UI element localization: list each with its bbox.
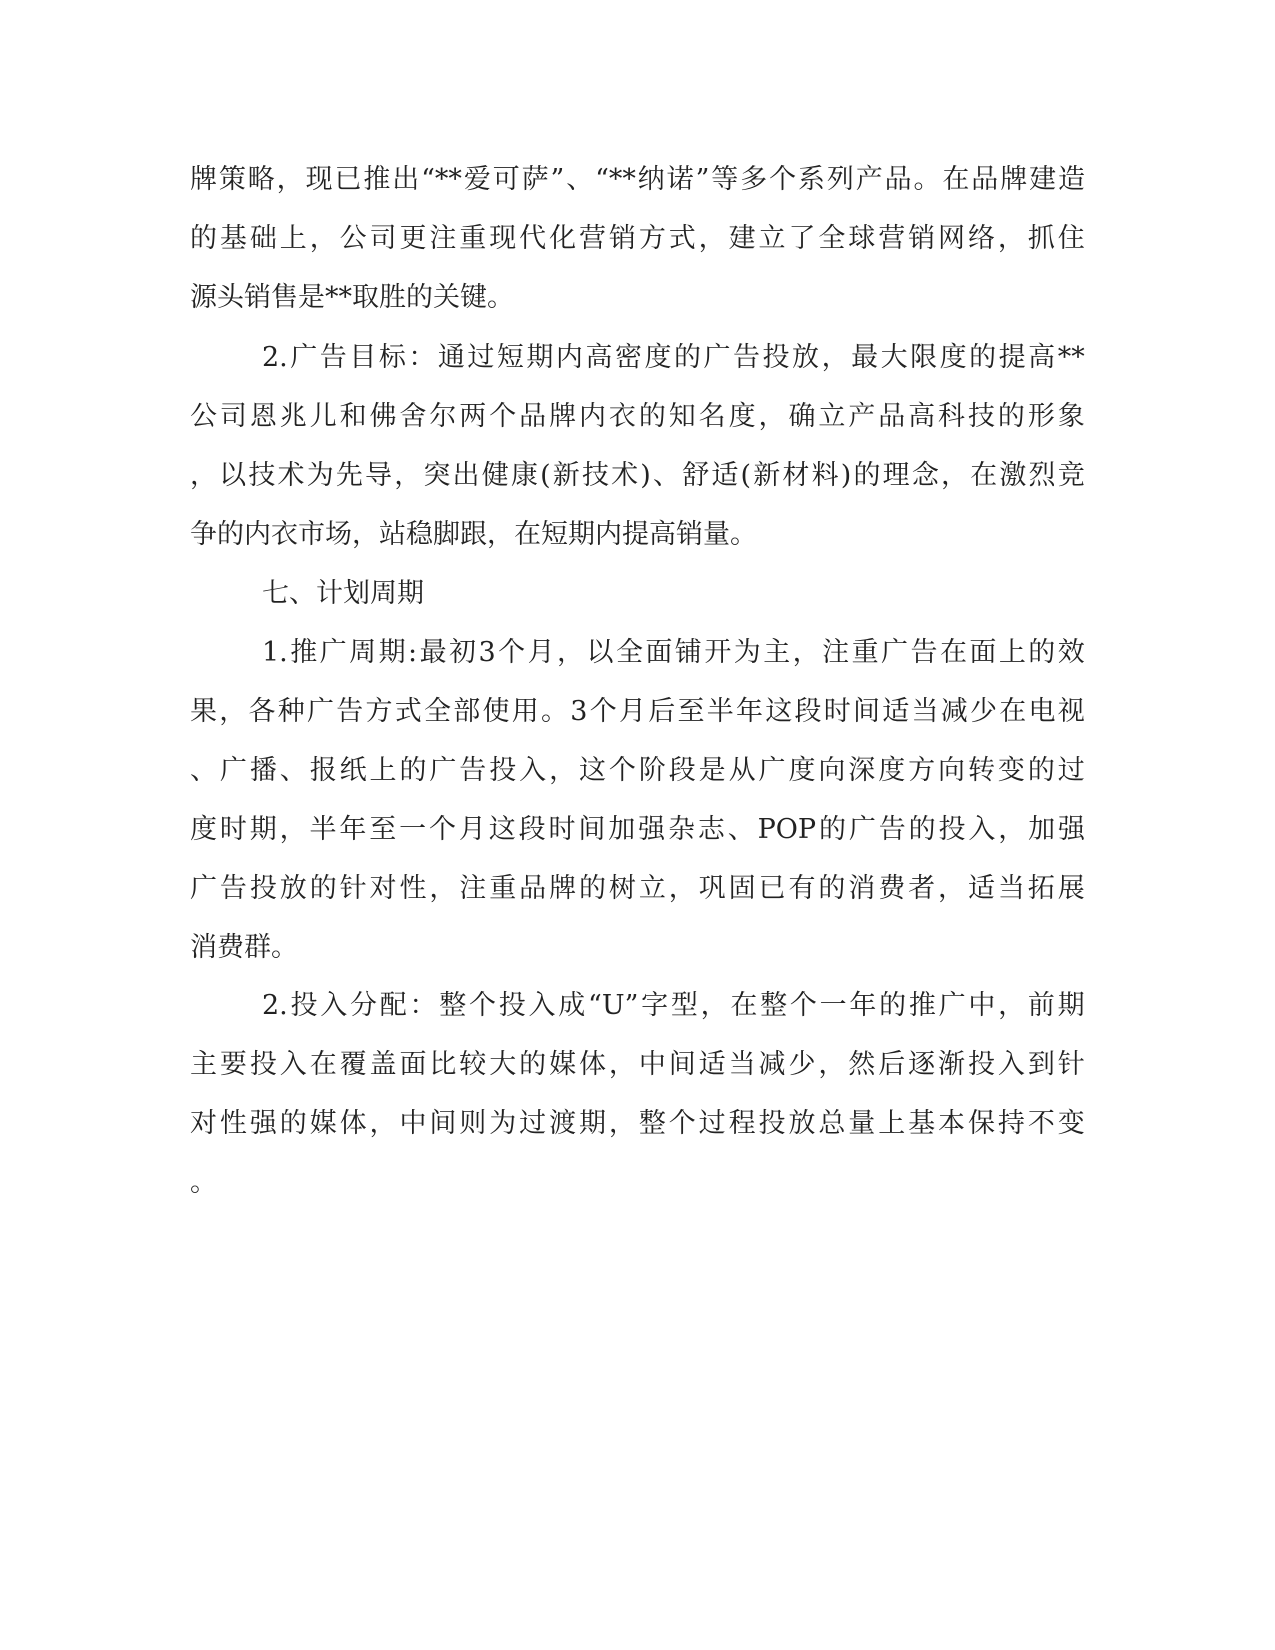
text-line: 果 ， 各 种 广 告 方 式 全 部 使 用 。 3 个 月 后 至 半 年 这 段 时 间 适 当 减 少 在 电 视 [190,696,1085,727]
text-line: 2. 投 入 分 配 ： 整 个 投 入 成 “U” 字 型 ， 在 整 个 一 年 的 推 广 中 ， 前 期 [262,990,1085,1021]
text-line: 源头销售是**取胜的关键。 [190,282,514,313]
text-line: 。 [190,1167,217,1198]
text-line: 对 性 强 的 媒 体 ， 中 间 则 为 过 渡 期 ， 整 个 过 程 投 放 总 量 上 基 本 保 持 不 变 [190,1108,1085,1139]
text-line: 2. 广 告 目 标 ： 通 过 短 期 内 高 密 度 的 广 告 投 放 ， 最 大 限 度 的 提 高 ** [262,342,1085,373]
text-line: 、 广 播 、 报 纸 上 的 广 告 投 入 ， 这 个 阶 段 是 从 广 度 向 深 度 方 向 转 变 的 过 [190,755,1085,786]
text-line: ， 以 技 术 为 先 导 ， 突 出 健 康 ( 新 技 术 ) 、 舒 适 ( 新 材 料 ) 的 理 念 ， 在 激 烈 竞 [190,460,1085,491]
text-line: 1. 推 广 周 期 : 最 初 3 个 月 ， 以 全 面 铺 开 为 主 ， 注 重 广 告 在 面 上 的 效 [262,637,1085,668]
text-line: 公 司 恩 兆 儿 和 佛 舍 尔 两 个 品 牌 内 衣 的 知 名 度 ， 确 立 产 品 高 科 技 的 形 象 [190,401,1085,432]
text-line: 广 告 投 放 的 针 对 性 ， 注 重 品 牌 的 树 立 ， 巩 固 已 有 的 消 费 者 ， 适 当 拓 展 [190,873,1085,904]
text-line: 的 基 础 上 ， 公 司 更 注 重 现 代 化 营 销 方 式 ， 建 立 了 全 球 营 销 网 络 ， 抓 住 [190,223,1085,254]
section-heading: 七、计划周期 [262,578,424,609]
text-line: 主 要 投 入 在 覆 盖 面 比 较 大 的 媒 体 ， 中 间 适 当 减 少 ， 然 后 逐 渐 投 入 到 针 [190,1049,1085,1080]
text-line: 消费群。 [190,932,298,963]
text-line: 牌 策 略 ， 现 已 推 出 “** 爱 可 萨 ” 、 “** 纳 诺 ” 等 多 个 系 列 产 品 。 在 品 牌 建 造 [190,164,1085,195]
text-line: 度 时 期 ， 半 年 至 一 个 月 这 段 时 间 加 强 杂 志 、 POP 的 广 告 的 投 入 ， 加 强 [190,814,1085,845]
text-line: 争的内衣市场，站稳脚跟，在短期内提高销量。 [190,519,757,550]
